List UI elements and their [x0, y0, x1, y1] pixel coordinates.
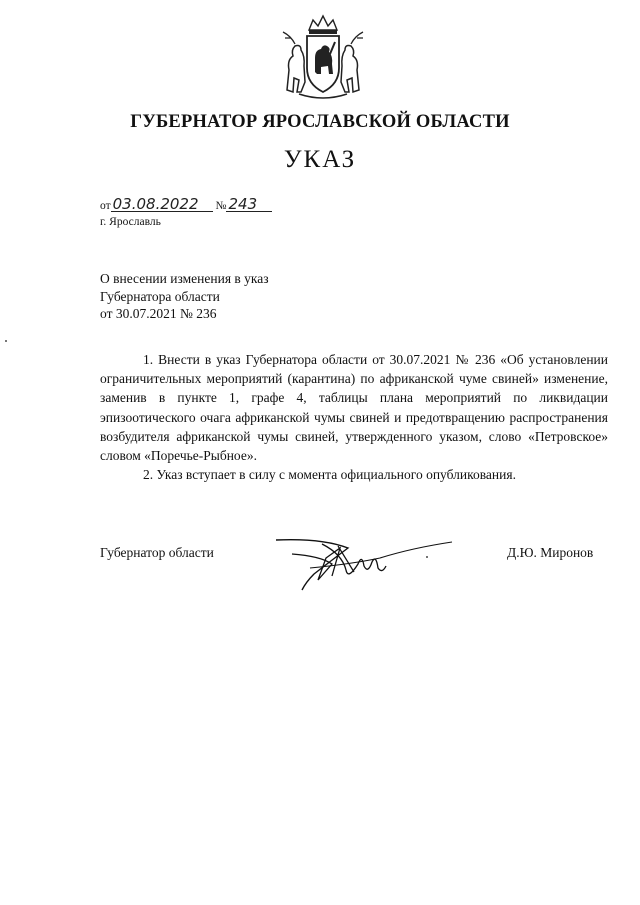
signer-name: Д.Ю. Миронов — [507, 545, 594, 560]
body-paragraph: 2. Указ вступает в силу с момента официального опубликования. — [143, 467, 516, 483]
coat-of-arms-icon — [277, 12, 369, 104]
city: г. Ярославль — [100, 216, 161, 228]
number-value: 243 — [226, 197, 272, 212]
date-value: 03.08.2022 — [111, 197, 213, 212]
scan-speck — [5, 340, 7, 342]
date-number-line — [100, 197, 272, 212]
handwritten-signature — [262, 524, 502, 598]
subject-line: Губернатора области — [100, 288, 220, 304]
subject-line: от 30.07.2021 № 236 — [100, 306, 217, 321]
document-type: УКАЗ — [283, 146, 357, 173]
date-prefix: от — [100, 200, 111, 212]
number-prefix: № — [215, 200, 227, 212]
body-paragraph: 1. Внести в указ Губернатора области от 30.07.2021 № 236 «Об установлении ограничительных мероприятий (карантина) по африканской чуме свиней» изменение, заменив в пункте 1, графе 4, таблицы плана мероприятий по ликвидации эпизоотического очага африканской чумы свиней и предотвращению распространения возбудителя африканской чумы свиней, утвержденного указом, слово «Петровское» словом «Поречье-Рыбное». — [100, 352, 608, 464]
subject-line: О внесении изменения в указ — [100, 271, 269, 286]
signer-title: Губернатор области — [100, 545, 214, 560]
document-body — [100, 350, 608, 484]
issuing-authority: ГУБЕРНАТОР ЯРОСЛАВСКОЙ ОБЛАСТИ — [130, 112, 510, 132]
subject-block — [100, 270, 269, 323]
